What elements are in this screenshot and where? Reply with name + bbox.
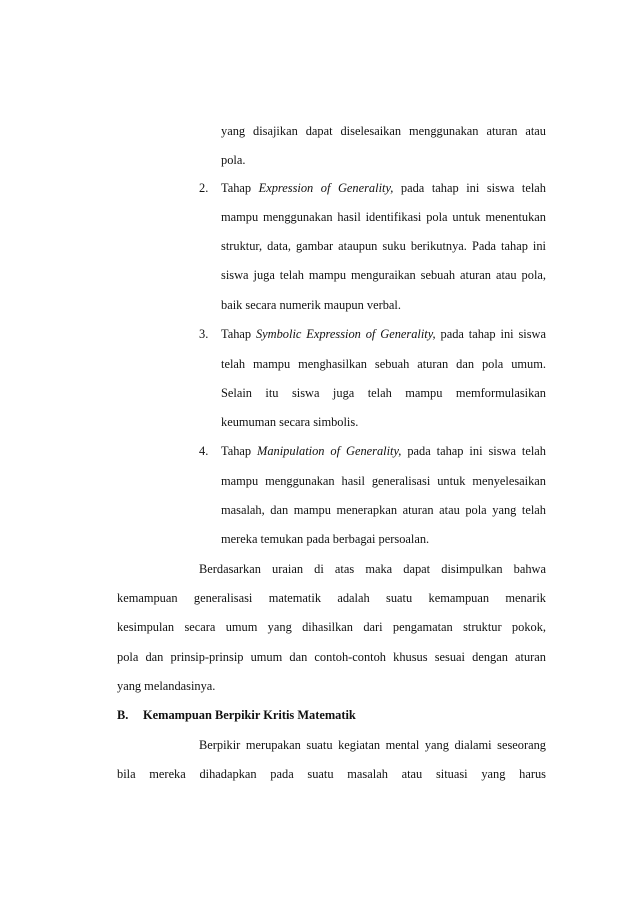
list-item-line: struktur, data, gambar ataupun suku berikutnya. Pada tahap ini <box>221 239 546 253</box>
list-item-first-line: Tahap Expression of Generality, pada tahap ini siswa telah <box>221 181 546 195</box>
continuation-line: pola. <box>221 153 246 167</box>
continuation-line: yang disajikan dapat diselesaikan menggunakan aturan atau <box>221 124 546 138</box>
term: Symbolic Expression of Generality, <box>255 327 436 341</box>
paragraph-line: yang melandasinya. <box>117 679 216 693</box>
list-item-line: keumuman secara simbolis. <box>221 415 359 429</box>
section-title: Kemampuan Berpikir Kritis Matematik <box>143 708 356 722</box>
paragraph-line: bila mereka dihadapkan pada suatu masalah atau situasi yang harus <box>117 767 546 781</box>
list-item-line: telah mampu menghasilkan sebuah aturan dan pola umum. <box>221 357 546 371</box>
list-item-line: masalah, dan mampu menerapkan aturan atau pola yang telah <box>221 503 546 517</box>
paragraph-line: kemampuan generalisasi matematik adalah suatu kemampuan menarik <box>117 591 546 605</box>
paragraph-line: Berdasarkan uraian di atas maka dapat disimpulkan bahwa <box>199 562 546 576</box>
list-number: 2. <box>199 181 209 195</box>
list-item-line: mereka temukan pada berbagai persoalan. <box>221 532 430 546</box>
list-item-first-line: Tahap Symbolic Expression of Generality, pada tahap ini siswa <box>221 327 546 341</box>
list-number: 4. <box>199 444 209 458</box>
section-letter: B. <box>117 708 129 722</box>
list-number: 3. <box>199 327 209 341</box>
paragraph-line: pola dan prinsip-prinsip umum dan contoh-contoh khusus sesuai dengan aturan <box>117 650 546 664</box>
list-item-first-line: Tahap Manipulation of Generality, pada tahap ini siswa telah <box>221 444 546 458</box>
list-item-line: siswa juga telah mampu menguraikan sebuah aturan atau pola, <box>221 268 546 282</box>
term: Manipulation of Generality, <box>257 444 402 458</box>
paragraph-line: Berpikir merupakan suatu kegiatan mental yang dialami seseorang <box>199 738 546 752</box>
list-item-line: mampu menggunakan hasil generalisasi untuk menyelesaikan <box>221 474 546 488</box>
term: Expression of Generality, <box>258 181 394 195</box>
list-item-line: Selain itu siswa juga telah mampu memformulasikan <box>221 386 546 400</box>
list-item-line: baik secara numerik maupun verbal. <box>221 298 401 312</box>
list-item-line: mampu menggunakan hasil identifikasi pola untuk menentukan <box>221 210 546 224</box>
paragraph-line: kesimpulan secara umum yang dihasilkan dari pengamatan struktur pokok, <box>117 620 546 634</box>
